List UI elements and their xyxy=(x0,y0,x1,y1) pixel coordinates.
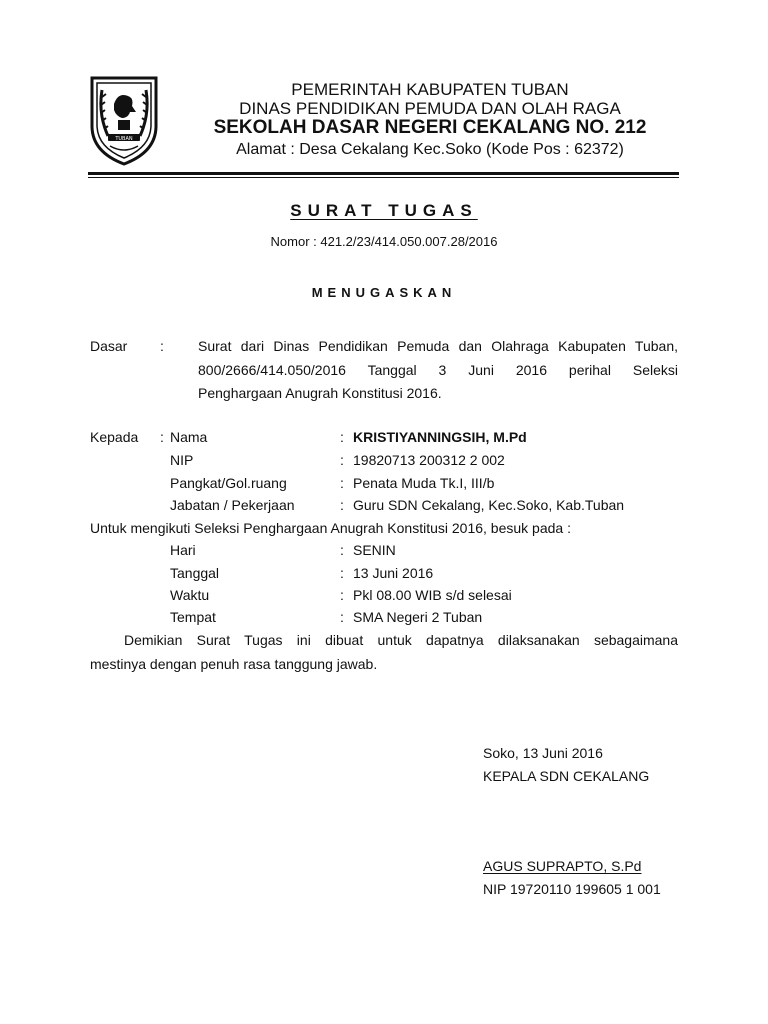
section-heading-menugaskan: MENUGASKAN xyxy=(311,285,457,300)
schedule-value-waktu: Pkl 08.00 WIB s/d selesai xyxy=(353,587,512,603)
dasar-text-line3: Penghargaan Anugrah Konstitusi 2016. xyxy=(198,385,442,401)
dasar-label: Dasar xyxy=(90,338,128,354)
signature-position: KEPALA SDN CEKALANG xyxy=(483,768,650,784)
kepada-separator: : xyxy=(160,429,164,445)
schedule-label-waktu: Waktu xyxy=(170,587,210,603)
schedule-separator: : xyxy=(340,609,344,625)
closing-line1: Demikian Surat Tugas ini dibuat untuk dapatnya dilaksanakan sebagaimana xyxy=(124,632,678,648)
field-value-jabatan: Guru SDN Cekalang, Kec.Soko, Kab.Tuban xyxy=(353,497,625,513)
header-school-name: SEKOLAH DASAR NEGERI CEKALANG NO. 212 xyxy=(213,117,647,138)
schedule-label-tanggal: Tanggal xyxy=(170,565,220,581)
signature-place-date: Soko, 13 Juni 2016 xyxy=(483,745,603,761)
field-value-nip: 19820713 200312 2 002 xyxy=(353,452,505,468)
schedule-separator: : xyxy=(340,587,344,603)
schedule-value-tanggal: 13 Juni 2016 xyxy=(353,565,434,581)
schedule-separator: : xyxy=(340,565,344,581)
field-label-nip: NIP xyxy=(170,452,194,468)
field-value-nama: KRISTIYANNINGSIH, M.Pd xyxy=(353,429,527,445)
kepada-label: Kepada xyxy=(90,429,139,445)
document-title: SURAT TUGAS xyxy=(290,201,478,220)
header-rule-thin xyxy=(88,177,679,178)
svg-text:TUBAN: TUBAN xyxy=(115,136,133,142)
header-department: DINAS PENDIDIKAN PEMUDA DAN OLAH RAGA xyxy=(239,99,621,118)
field-label-jabatan: Jabatan / Pekerjaan xyxy=(170,497,295,513)
untuk-statement: Untuk mengikuti Seleksi Penghargaan Anugrah Konstitusi 2016, besuk pada : xyxy=(90,520,571,536)
tuban-regency-emblem-icon xyxy=(88,74,160,166)
field-separator: : xyxy=(340,429,344,445)
schedule-label-hari: Hari xyxy=(170,542,196,558)
document-number: Nomor : 421.2/23/414.050.007.28/2016 xyxy=(270,234,498,249)
closing-line2: mestinya dengan penuh rasa tanggung jawab. xyxy=(90,656,378,672)
field-separator: : xyxy=(340,475,344,491)
dasar-text-line2: 800/2666/414.050/2016 Tanggal 3 Juni 2016 perihal Seleksi xyxy=(198,362,678,378)
signature-nip: NIP 19720110 199605 1 001 xyxy=(483,881,661,897)
dasar-separator: : xyxy=(160,338,164,354)
schedule-value-hari: SENIN xyxy=(353,542,396,558)
header-address: Alamat : Desa Cekalang Kec.Soko (Kode Pos : 62372) xyxy=(236,141,624,158)
dasar-text-line1: Surat dari Dinas Pendidikan Pemuda dan Olahraga Kabupaten Tuban, xyxy=(198,338,678,354)
signature-name: AGUS SUPRAPTO, S.Pd xyxy=(483,858,642,874)
field-separator: : xyxy=(340,497,344,513)
field-separator: : xyxy=(340,452,344,468)
field-label-nama: Nama xyxy=(170,429,208,445)
schedule-separator: : xyxy=(340,542,344,558)
field-label-pangkat: Pangkat/Gol.ruang xyxy=(170,475,287,491)
header-government: PEMERINTAH KABUPATEN TUBAN xyxy=(291,80,569,99)
schedule-label-tempat: Tempat xyxy=(170,609,216,625)
header-rule-thick xyxy=(88,172,679,175)
schedule-value-tempat: SMA Negeri 2 Tuban xyxy=(353,609,483,625)
field-value-pangkat: Penata Muda Tk.I, III/b xyxy=(353,475,495,491)
